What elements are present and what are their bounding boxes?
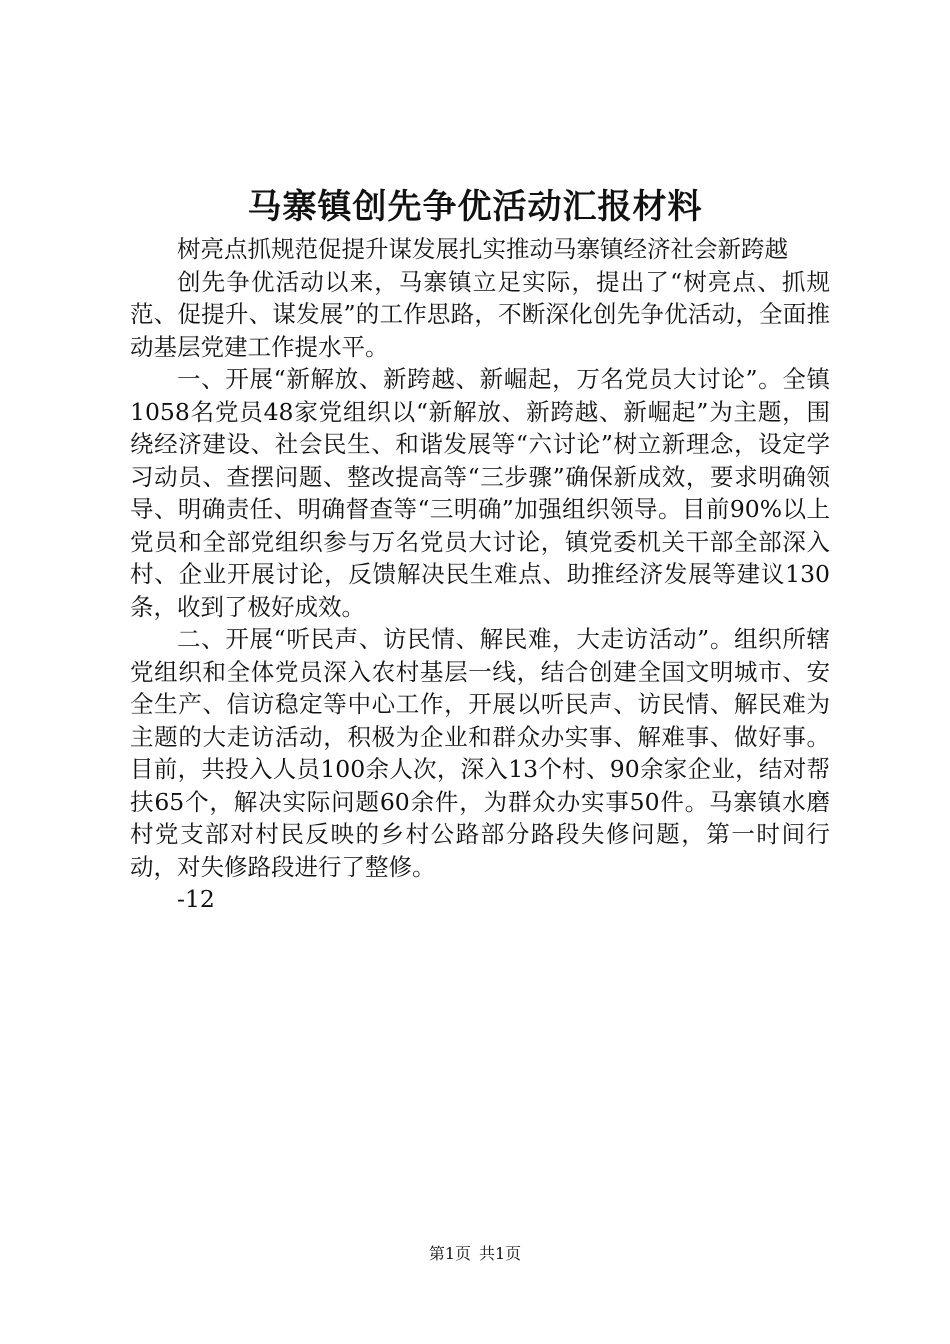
section-two-paragraph: 二、开展“听民声、访民情、解民难，大走访活动”。组织所辖党组织和全体党员深入农村基层一线，结合创建全国文明城市、安全生产、信访稳定等中心工作，开展以听民声、访民情、解民难为主题的大走访活动，积极为企业和群众办实事、解难事、做好事。目前，共投入人员100余人次，深入13个村、90余家企业，结对帮扶65个，解决实际问题60余件，为群众办实事50件。马寨镇水磨村党支部对村民反映的乡村公路部分路段失修问题，第一时间行动，对失修路段进行了整修。 (130, 625, 830, 881)
intro-paragraph: 创先争优活动以来，马寨镇立足实际，提出了“树亮点、抓规范、促提升、谋发展”的工作思路，不断深化创先争优活动，全面推动基层党建工作提水平。 (130, 267, 830, 361)
page-number: 第1页 (428, 1244, 471, 1263)
section-one-paragraph: 一、开展“新解放、新跨越、新崛起，万名党员大讨论”。全镇1058名党员48家党组织以“新解放、新跨越、新崛起”为主题，围绕经济建设、社会民生、和谐发展等“六讨论”树立新理念，设定学习动员、查摆问题、整改提高等“三步骤”确保新成效，要求明确领导、明确责任、明确督查等“三明确”加强组织领导。目前90%以上党员和全部党组织参与万名党员大讨论，镇党委机关干部全部深入村、企业开展讨论，反馈解决民生难点、助推经济发展等建议130条，收到了极好成效。 (130, 365, 830, 621)
document-title: 马寨镇创先争优活动汇报材料 (247, 187, 703, 227)
page-total: 共1页 (479, 1244, 522, 1263)
subtitle-paragraph: 树亮点抓规范促提升谋发展扎实推动马寨镇经济社会新跨越 (177, 235, 788, 263)
document-body (130, 233, 830, 916)
page-fragment-text: -12 (177, 885, 215, 913)
page-footer (0, 1242, 950, 1266)
